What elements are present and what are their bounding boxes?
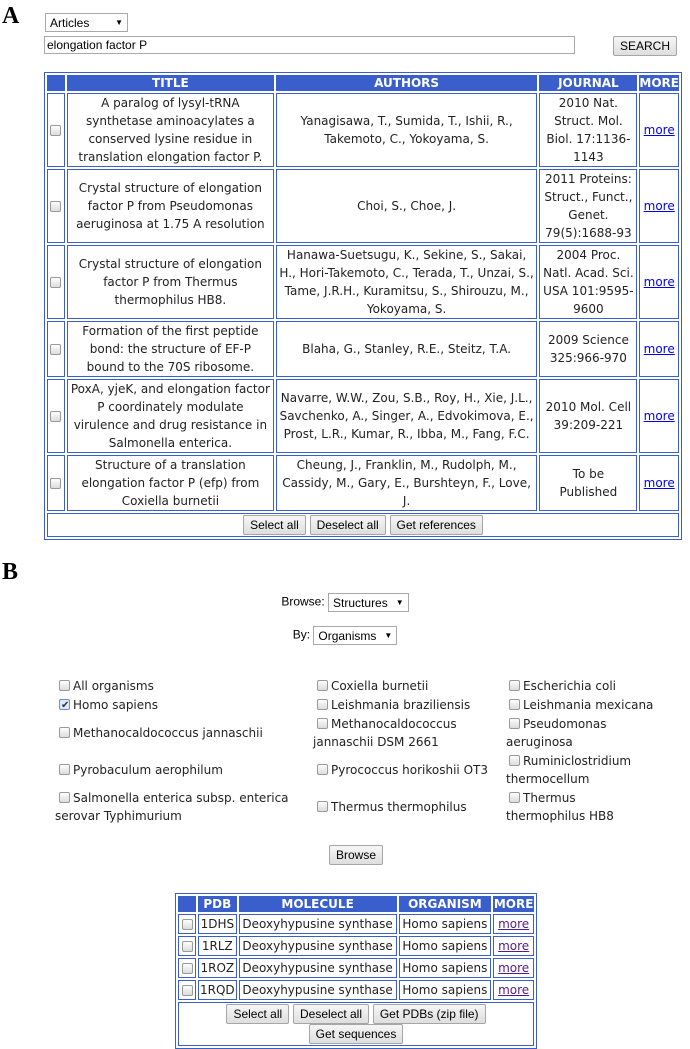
structures-footer-row: [178, 1002, 534, 1046]
row-checkbox[interactable]: [50, 277, 61, 288]
organism-label: All organisms: [73, 679, 154, 693]
organism-option[interactable]: [59, 696, 158, 714]
structures-footer: [178, 1002, 534, 1046]
more-cell: [639, 379, 679, 453]
chevron-down-icon: ▼: [115, 18, 123, 27]
organism-checkbox[interactable]: [509, 699, 520, 710]
molecule-name: Deoxyhypusine synthase: [239, 958, 397, 978]
browse-select[interactable]: [328, 593, 409, 612]
molecule-name: Deoxyhypusine synthase: [239, 914, 397, 934]
article-journal: 2010 Nat. Struct. Mol. Biol. 17:1136-1143: [539, 93, 637, 167]
more-link[interactable]: more: [498, 939, 530, 953]
by-label: By:: [292, 627, 311, 642]
organism-checkbox-checked[interactable]: [59, 699, 70, 710]
chevron-down-icon: ▼: [384, 631, 393, 640]
panel-b-label: B: [2, 559, 19, 585]
organism-label: Methanocaldococcus jannaschii: [73, 726, 263, 740]
article-title: Crystal structure of elongation factor P from Pseudomonas aeruginosa at 1.75 A resolution: [67, 169, 274, 243]
article-title: A paralog of lysyl-tRNA synthetase aminoacylates a conserved lysine residue in translation elongation factor P.: [67, 93, 274, 167]
organism-checkbox[interactable]: [59, 680, 70, 691]
article-title: Formation of the first peptide bond: the structure of EF-P bound to the 70S ribosome.: [67, 321, 274, 377]
articles-header-row: [47, 75, 679, 91]
organism-checkbox[interactable]: [317, 764, 328, 775]
organism-option[interactable]: [59, 724, 263, 742]
row-select-cell: [47, 245, 65, 319]
organism-name: Homo sapiens: [399, 914, 492, 934]
get-sequences-button[interactable]: Get sequences: [309, 1024, 404, 1044]
organism-option[interactable]: [506, 752, 666, 788]
row-select-cell: [178, 914, 196, 934]
panel-a-label: A: [2, 3, 20, 29]
more-cell: [639, 169, 679, 243]
row-checkbox[interactable]: [50, 344, 61, 355]
row-select-cell: [178, 958, 196, 978]
article-row: [47, 245, 679, 319]
molecule-column-header: MOLECULE: [239, 896, 397, 912]
organism-label: Leishmania braziliensis: [331, 698, 471, 712]
more-cell: [493, 936, 534, 956]
search-type-select[interactable]: [45, 13, 128, 32]
more-cell: [639, 93, 679, 167]
row-select-cell: [178, 936, 196, 956]
organism-label: Thermus thermophilus HB8: [506, 791, 614, 823]
pdb-column-header: PDB: [198, 896, 237, 912]
pdb-id: 1RLZ: [198, 936, 237, 956]
article-journal: 2009 Science 325:966-970: [539, 321, 637, 377]
organism-option[interactable]: [59, 761, 223, 779]
row-checkbox[interactable]: [50, 201, 61, 212]
organism-option[interactable]: [509, 677, 616, 695]
search-button[interactable]: SEARCH: [613, 36, 677, 56]
chevron-down-icon: ▼: [395, 598, 404, 607]
journal-column-header: JOURNAL: [539, 75, 637, 91]
organism-option[interactable]: [59, 677, 154, 695]
more-cell: [493, 980, 534, 1000]
pdb-id: 1DHS: [198, 914, 237, 934]
organism-name: Homo sapiens: [399, 958, 492, 978]
get-pdbs-button[interactable]: Get PDBs (zip file): [373, 1004, 486, 1024]
article-authors: Choi, S., Choe, J.: [276, 169, 538, 243]
organism-option[interactable]: [317, 798, 467, 816]
row-checkbox[interactable]: [182, 941, 193, 952]
article-title: PoxA, yjeK, and elongation factor P coordinately modulate virulence and drug resistance in Salmonella enterica.: [67, 379, 274, 453]
organism-label: Salmonella enterica subsp. enterica serovar Typhimurium: [55, 791, 289, 823]
more-cell: [639, 321, 679, 377]
more-cell: [639, 455, 679, 511]
row-select-cell: [47, 321, 65, 377]
checkbox-column-header: [47, 75, 65, 91]
organism-checkbox[interactable]: [59, 764, 70, 775]
row-select-cell: [47, 93, 65, 167]
deselect-all-button[interactable]: Deselect all: [310, 515, 386, 535]
organism-label: Pseudomonas aeruginosa: [506, 717, 607, 749]
deselect-all-button[interactable]: Deselect all: [293, 1004, 369, 1024]
structure-row: [178, 914, 534, 934]
organism-checkbox[interactable]: [509, 680, 520, 691]
article-title: Crystal structure of elongation factor P from Thermus thermophilus HB8.: [67, 245, 274, 319]
row-checkbox[interactable]: [50, 125, 61, 136]
search-type-value: Articles: [50, 15, 90, 30]
organism-label: Pyrobaculum aerophilum: [73, 763, 223, 777]
get-references-button[interactable]: Get references: [390, 515, 483, 535]
structures-header-row: [178, 896, 534, 912]
organism-label: Coxiella burnetii: [331, 679, 429, 693]
row-checkbox[interactable]: [182, 963, 193, 974]
more-link[interactable]: more: [643, 199, 675, 213]
more-link[interactable]: more: [643, 275, 675, 289]
article-authors: Blaha, G., Stanley, R.E., Steitz, T.A.: [276, 321, 538, 377]
more-column-header: MORE: [493, 897, 534, 911]
more-cell: [493, 958, 534, 978]
organism-column-header: ORGANISM: [399, 896, 492, 912]
browse-button[interactable]: Browse: [329, 845, 383, 865]
organism-checkbox[interactable]: [59, 727, 70, 738]
article-row: [47, 379, 679, 453]
select-all-button[interactable]: Select all: [226, 1004, 289, 1024]
more-link[interactable]: more: [643, 123, 675, 137]
organism-label: Pyrococcus horikoshii OT3: [331, 763, 488, 777]
structure-row: [178, 936, 534, 956]
more-cell: [493, 914, 534, 934]
organism-checkbox[interactable]: [317, 680, 328, 691]
row-select-cell: [47, 455, 65, 511]
search-input[interactable]: elongation factor P: [44, 36, 575, 54]
articles-footer-row: [47, 513, 679, 537]
organism-option[interactable]: [317, 761, 488, 779]
more-column-header: MORE: [639, 76, 679, 90]
by-select-value: Organisms: [318, 628, 377, 643]
row-checkbox[interactable]: [182, 985, 193, 996]
row-select-cell: [47, 379, 65, 453]
article-row: [47, 455, 679, 511]
browse-label: Browse:: [281, 594, 325, 609]
article-row: [47, 169, 679, 243]
organism-checkbox[interactable]: [509, 792, 520, 803]
article-authors: Cheung, J., Franklin, M., Rudolph, M., Cassidy, M., Gary, E., Burshteyn, F., Love, J.: [276, 455, 538, 511]
organism-checkbox[interactable]: [317, 801, 328, 812]
organism-label: Escherichia coli: [523, 679, 616, 693]
row-select-cell: [47, 169, 65, 243]
article-title: Structure of a translation elongation factor P (efp) from Coxiella burnetii: [67, 455, 274, 511]
article-journal: To be Published: [539, 455, 637, 511]
select-all-button[interactable]: Select all: [243, 515, 306, 535]
organism-checkbox[interactable]: [317, 699, 328, 710]
articles-footer: [47, 513, 679, 537]
browse-select-value: Structures: [333, 595, 388, 610]
pdb-id: 1ROZ: [198, 958, 237, 978]
organism-option[interactable]: [317, 696, 470, 714]
organism-label: Leishmania mexicana: [523, 698, 654, 712]
organism-option[interactable]: [506, 715, 656, 751]
organism-option[interactable]: [509, 696, 653, 714]
organism-option[interactable]: [506, 789, 646, 825]
more-link[interactable]: more: [643, 409, 675, 423]
article-journal: 2010 Mol. Cell 39:209-221: [539, 379, 637, 453]
articles-table: [44, 72, 682, 540]
organism-checkbox[interactable]: [317, 718, 328, 729]
article-row: [47, 93, 679, 167]
organism-label: Methanocaldococcus jannaschii DSM 2661: [313, 717, 457, 749]
by-select[interactable]: [313, 626, 397, 645]
more-link[interactable]: more: [498, 917, 530, 931]
more-link[interactable]: more: [498, 983, 530, 997]
organism-label: Thermus thermophilus: [331, 800, 467, 814]
checkbox-column-header: [178, 896, 196, 912]
organism-checkbox[interactable]: [509, 718, 520, 729]
article-journal: 2004 Proc. Natl. Acad. Sci. USA 101:9595-9600: [539, 245, 637, 319]
molecule-name: Deoxyhypusine synthase: [239, 980, 397, 1000]
organism-option[interactable]: [317, 677, 428, 695]
article-authors: Navarre, W.W., Zou, S.B., Roy, H., Xie, J.L., Savchenko, A., Singer, A., Edvokimova, E., Prost, L.R., Kumar, R., Ibba, M., Fang, F.C.: [276, 379, 538, 453]
more-cell: [639, 245, 679, 319]
organism-checkbox[interactable]: [59, 792, 70, 803]
row-checkbox[interactable]: [50, 478, 61, 489]
organism-name: Homo sapiens: [399, 936, 492, 956]
more-link[interactable]: more: [643, 476, 675, 490]
article-journal: 2011 Proteins: Struct., Funct., Genet. 79(5):1688-93: [539, 169, 637, 243]
structure-row: [178, 958, 534, 978]
organism-option[interactable]: [55, 789, 305, 825]
organism-label: Ruminiclostridium thermocellum: [506, 754, 632, 786]
organism-name: Homo sapiens: [399, 980, 492, 1000]
by-row: [0, 626, 690, 645]
structure-row: [178, 980, 534, 1000]
article-authors: Yanagisawa, T., Sumida, T., Ishii, R., Takemoto, C., Yokoyama, S.: [276, 93, 538, 167]
organism-option[interactable]: [313, 715, 493, 751]
browse-row: [0, 593, 690, 612]
row-checkbox[interactable]: [50, 411, 61, 422]
authors-column-header: AUTHORS: [276, 75, 538, 91]
organism-label: Homo sapiens: [73, 698, 159, 712]
row-select-cell: [178, 980, 196, 1000]
more-link[interactable]: more: [498, 961, 530, 975]
title-column-header: TITLE: [67, 75, 274, 91]
pdb-id: 1RQD: [198, 980, 237, 1000]
article-row: [47, 321, 679, 377]
organism-checkbox[interactable]: [509, 755, 520, 766]
molecule-name: Deoxyhypusine synthase: [239, 936, 397, 956]
article-authors: Hanawa-Suetsugu, K., Sekine, S., Sakai, H., Hori-Takemoto, C., Terada, T., Unzai, S., Tame, J.R.H., Kuramitsu, S., Shirouzu, M., Yokoyama, S.: [276, 245, 538, 319]
more-link[interactable]: more: [643, 342, 675, 356]
row-checkbox[interactable]: [182, 919, 193, 930]
